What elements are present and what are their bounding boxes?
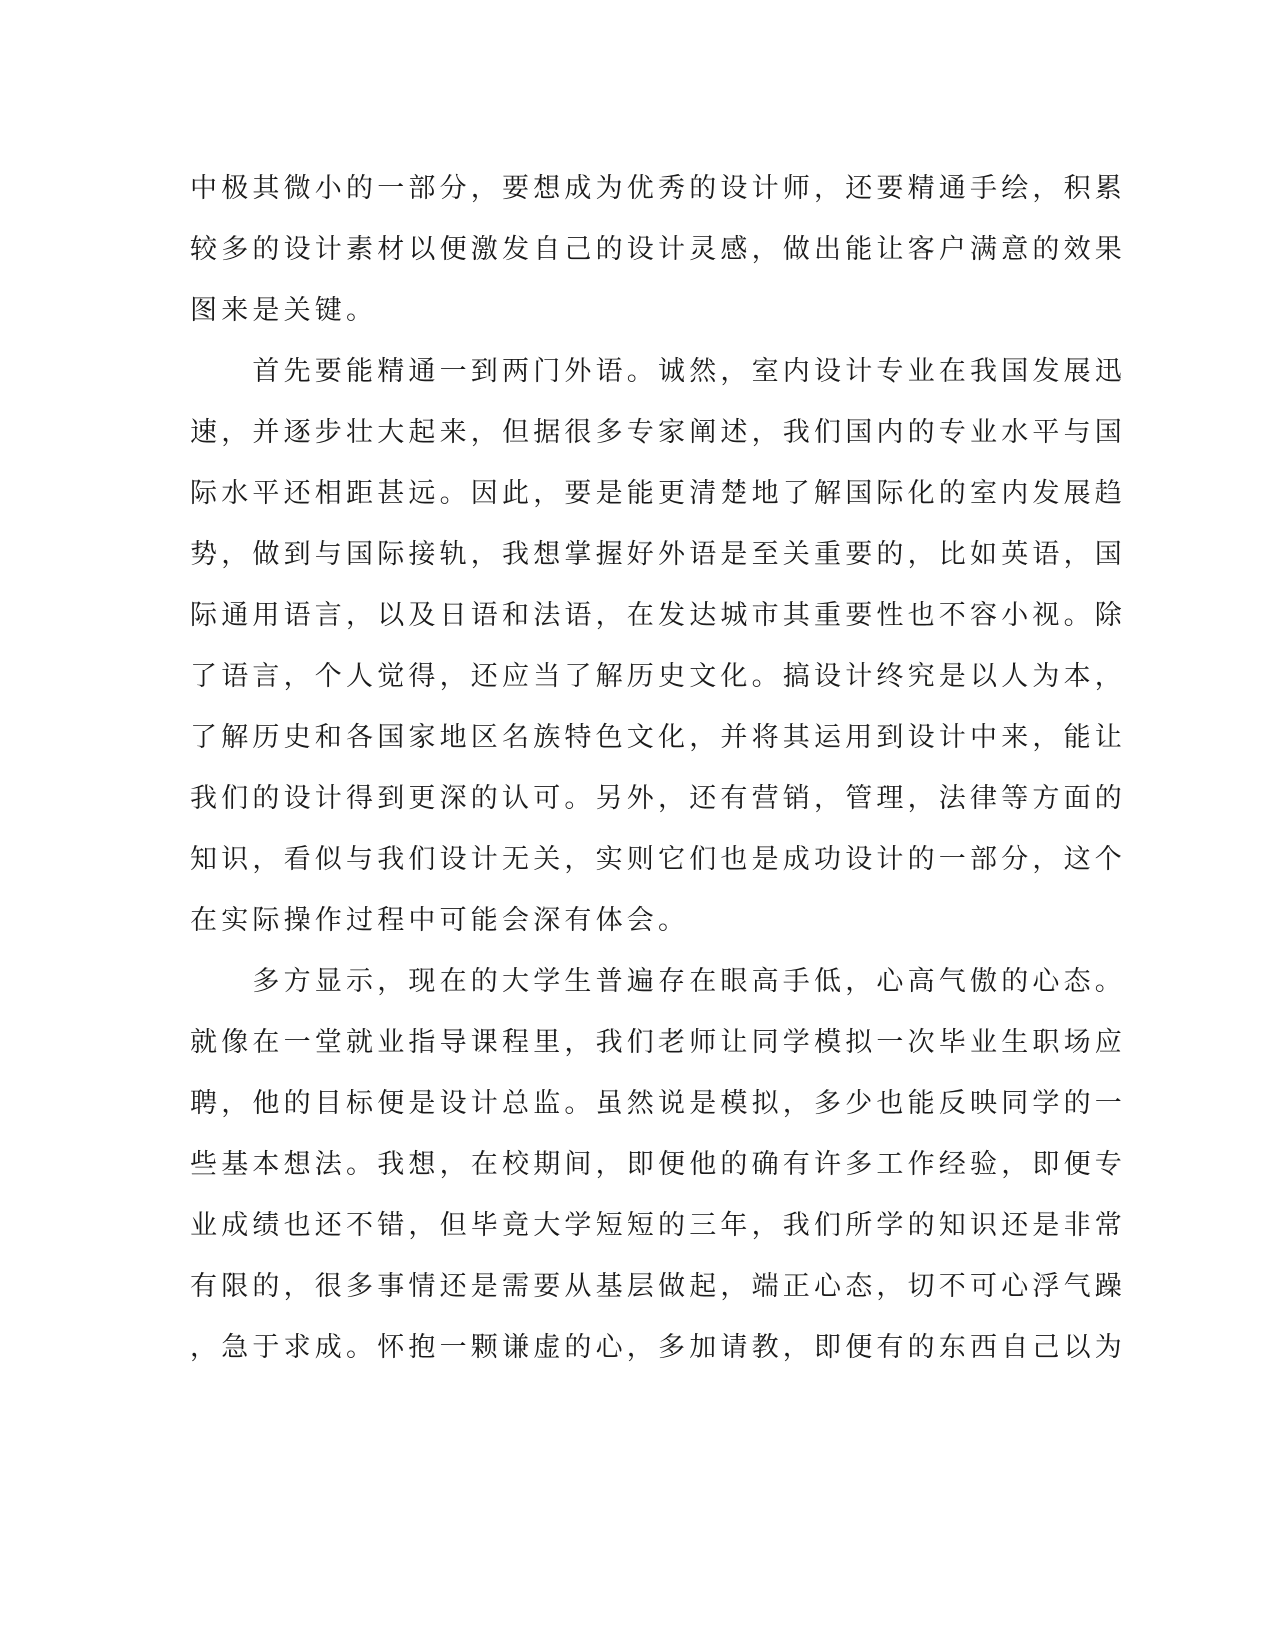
text-line: 势，做到与国际接轨，我想掌握好外语是至关重要的，比如英语，国 [190, 539, 1126, 570]
text-line: 在实际操作过程中可能会深有体会。 [190, 905, 690, 936]
text-line: 较多的设计素材以便激发自己的设计灵感，做出能让客户满意的效果 [190, 234, 1126, 265]
text-line: 图来是关键。 [190, 295, 378, 326]
text-line: 多方显示，现在的大学生普遍存在眼高手低，心高气傲的心态。 [190, 966, 1126, 997]
text-line: 就像在一堂就业指导课程里，我们老师让同学模拟一次毕业生职场应 [190, 1027, 1126, 1058]
text-line: 业成绩也还不错，但毕竟大学短短的三年，我们所学的知识还是非常 [190, 1210, 1126, 1241]
text-line: 际通用语言，以及日语和法语，在发达城市其重要性也不容小视。除 [190, 600, 1126, 631]
text-line: 中极其微小的一部分，要想成为优秀的设计师，还要精通手绘，积累 [190, 173, 1126, 204]
text-line: 际水平还相距甚远。因此，要是能更清楚地了解国际化的室内发展趋 [190, 478, 1126, 509]
text-line: 聘，他的目标便是设计总监。虽然说是模拟，多少也能反映同学的一 [190, 1088, 1126, 1119]
text-line: 了解历史和各国家地区名族特色文化，并将其运用到设计中来，能让 [190, 722, 1126, 753]
text-line: ，急于求成。怀抱一颗谦虚的心，多加请教，即便有的东西自己以为 [190, 1332, 1126, 1363]
text-line: 些基本想法。我想，在校期间，即便他的确有许多工作经验，即便专 [190, 1149, 1126, 1180]
text-line: 了语言，个人觉得，还应当了解历史文化。搞设计终究是以人为本， [190, 661, 1126, 692]
text-line: 速，并逐步壮大起来，但据很多专家阐述，我们国内的专业水平与国 [190, 417, 1126, 448]
body-text [190, 158, 1126, 1378]
text-line: 知识，看似与我们设计无关，实则它们也是成功设计的一部分，这个 [190, 844, 1126, 875]
text-line: 我们的设计得到更深的认可。另外，还有营销，管理，法律等方面的 [190, 783, 1126, 814]
text-line: 有限的，很多事情还是需要从基层做起，端正心态，切不可心浮气躁 [190, 1271, 1126, 1302]
text-line: 首先要能精通一到两门外语。诚然，室内设计专业在我国发展迅 [190, 356, 1126, 387]
